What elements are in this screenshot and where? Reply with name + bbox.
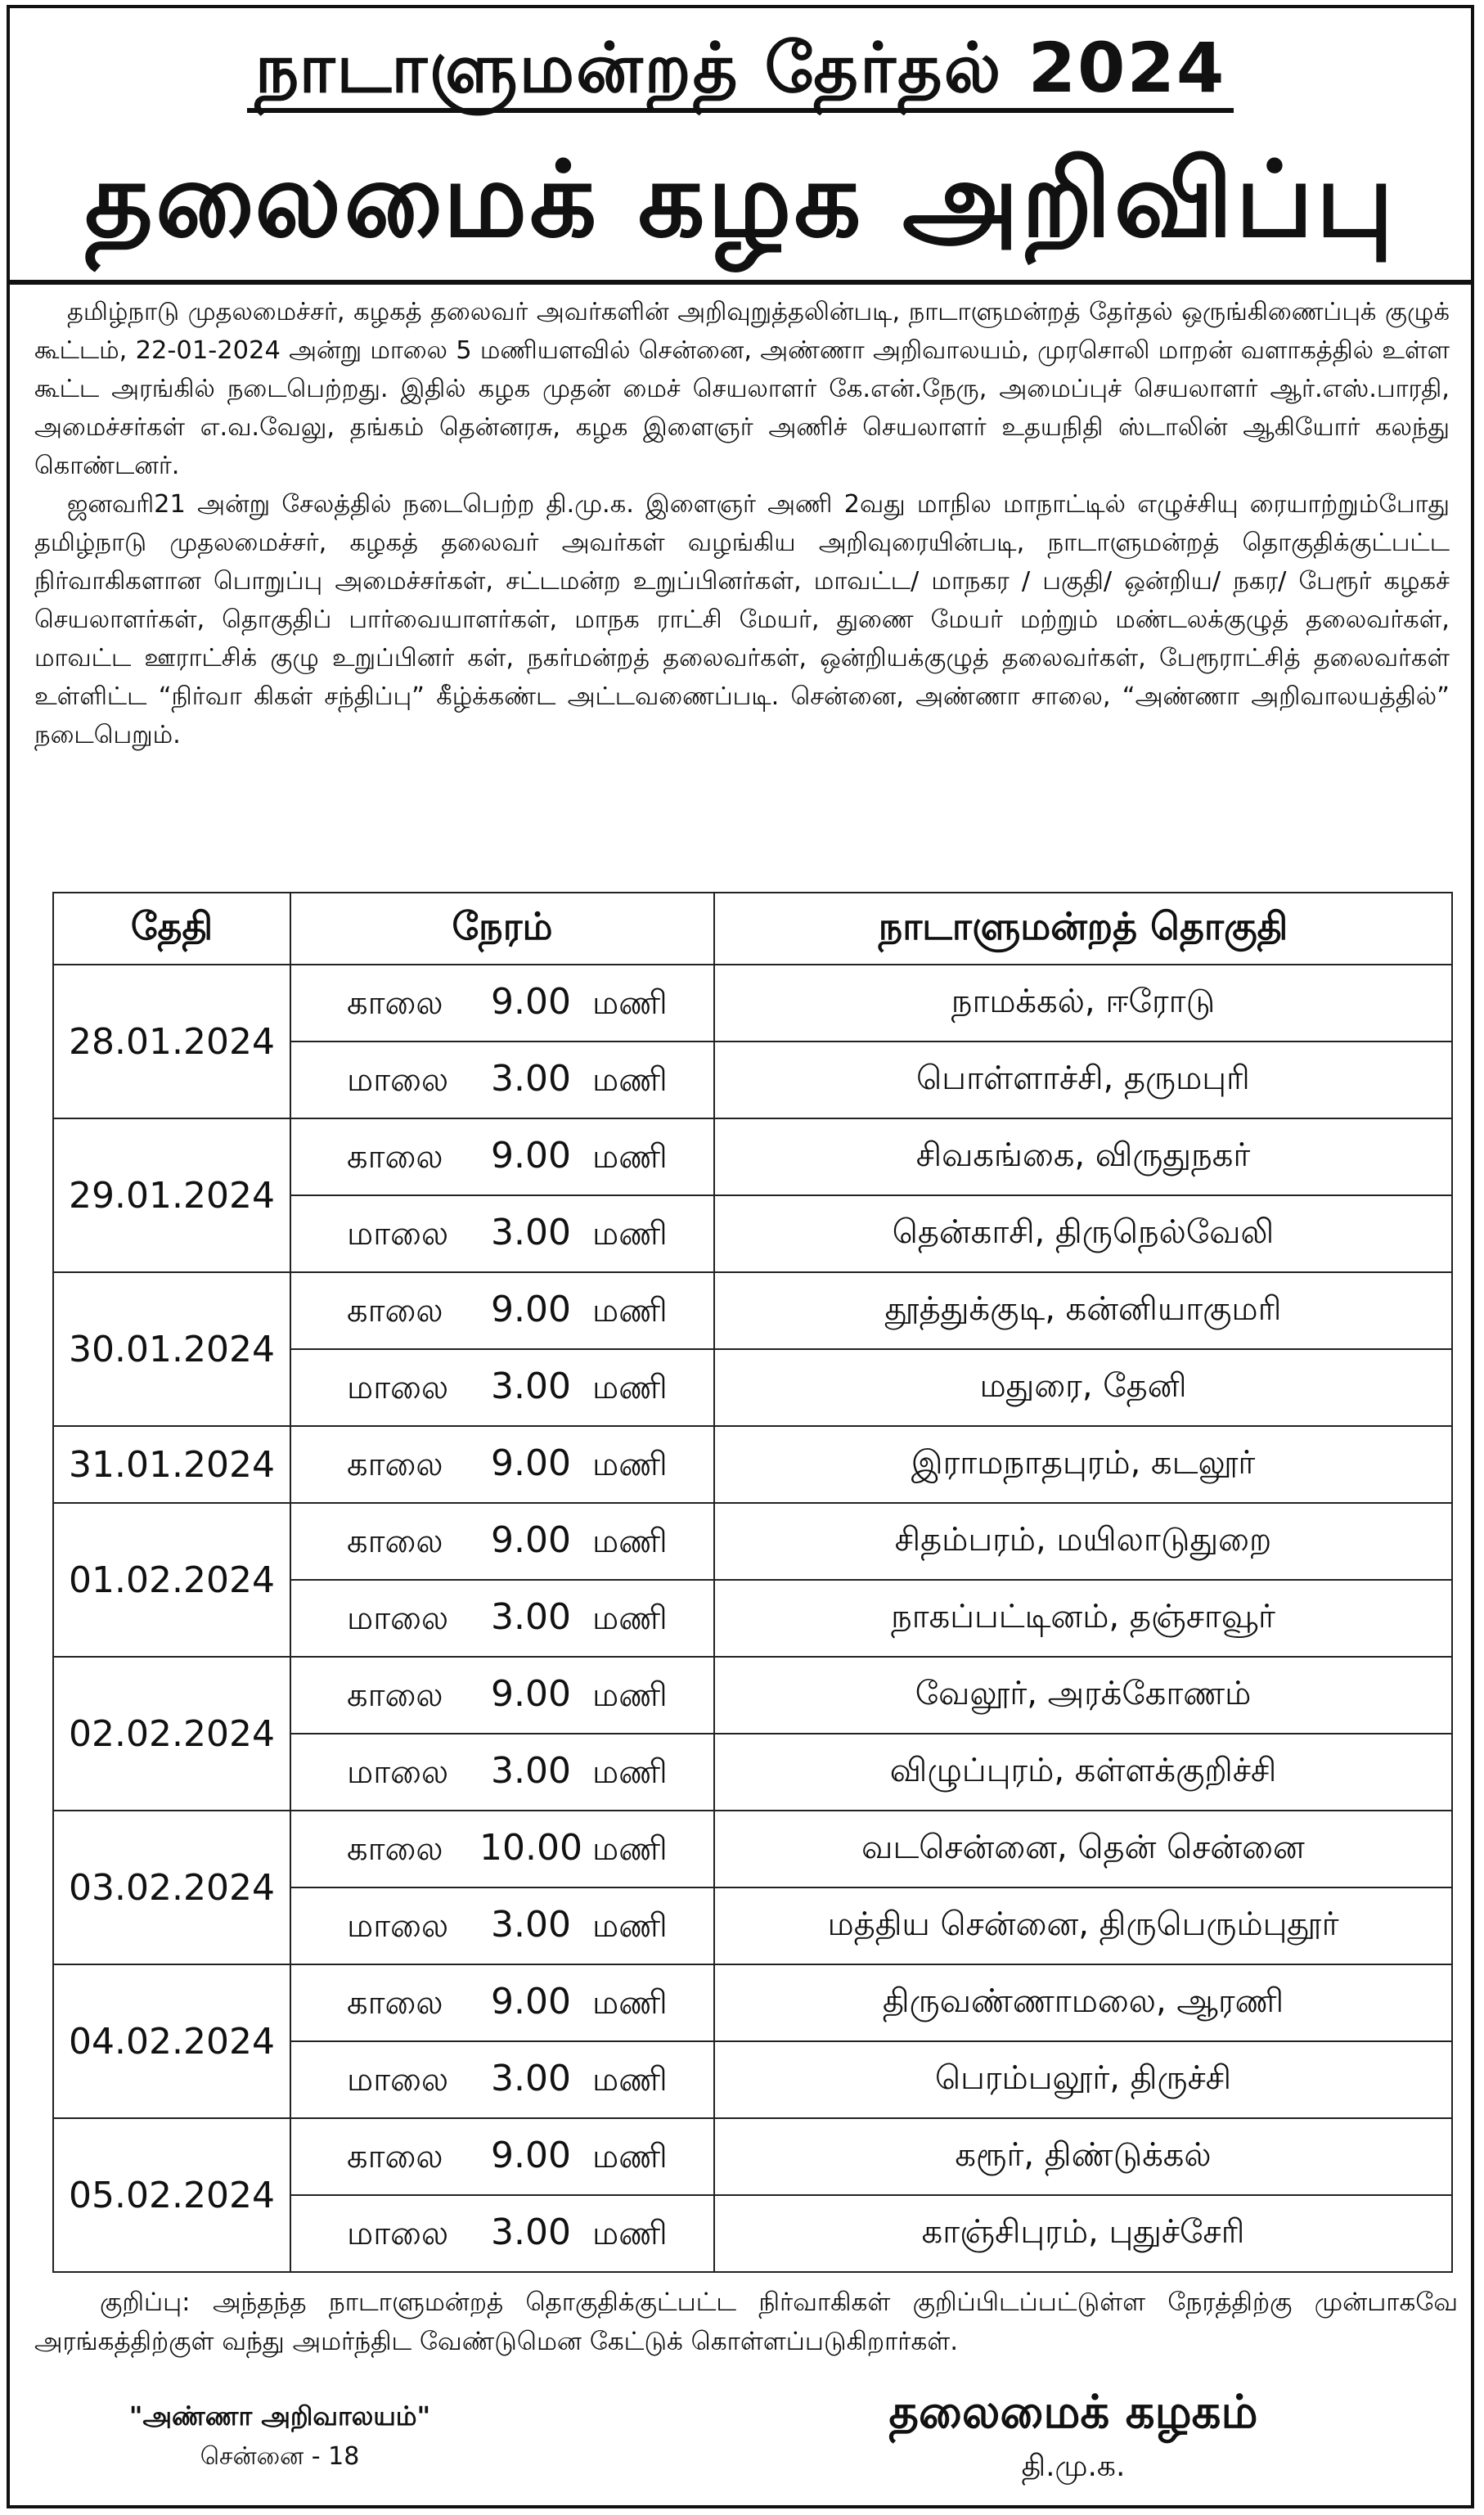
table-row — [53, 1503, 1452, 1580]
intro-text — [34, 293, 1450, 754]
row-time: மாலை 3.00 மணி — [290, 1580, 714, 1657]
row-time: மாலை 3.00 மணி — [290, 1349, 714, 1426]
row-time: மாலை 3.00 மணி — [290, 1887, 714, 1964]
row-constituency: நாமக்கல், ஈரோடு — [714, 965, 1452, 1042]
notice-frame — [7, 5, 1474, 2508]
row-constituency: வேலூர், அரக்கோணம் — [714, 1657, 1452, 1734]
row-time: காலை 9.00 மணி — [290, 2118, 714, 2195]
footer-signature — [812, 2381, 1335, 2489]
footer-party: தி.மு.க. — [1021, 2450, 1126, 2483]
row-time: காலை 10.00 மணி — [290, 1811, 714, 1887]
table-row — [53, 2118, 1452, 2195]
row-time: மாலை 3.00 மணி — [290, 1734, 714, 1811]
row-date: 05.02.2024 — [53, 2118, 290, 2272]
announcement-title: தலைமைக் கழக அறிவிப்பு — [84, 139, 1396, 261]
election-title: நாடாளுமன்றத் தேர்தல் 2024 — [10, 23, 1471, 113]
schedule-table — [52, 892, 1453, 2273]
row-time: மாலை 3.00 மணி — [290, 2195, 714, 2272]
header-constituency: நாடாளுமன்றத் தொகுதி — [714, 893, 1452, 965]
row-date: 02.02.2024 — [53, 1657, 290, 1811]
row-constituency: தூத்துக்குடி, கன்னியாகுமரி — [714, 1272, 1452, 1349]
row-date: 28.01.2024 — [53, 965, 290, 1118]
row-time: மாலை 3.00 மணி — [290, 2041, 714, 2118]
row-date: 04.02.2024 — [53, 1964, 290, 2118]
schedule-body — [53, 965, 1452, 2272]
row-constituency: காஞ்சிபுரம், புதுச்சேரி — [714, 2195, 1452, 2272]
row-time: காலை 9.00 மணி — [290, 1503, 714, 1580]
row-date: 29.01.2024 — [53, 1118, 290, 1272]
row-date: 01.02.2024 — [53, 1503, 290, 1657]
table-header-row — [53, 893, 1452, 965]
row-constituency: கரூர், திண்டுக்கல் — [714, 2118, 1452, 2195]
row-constituency: வடசென்னை, தென் சென்னை — [714, 1811, 1452, 1887]
row-constituency: நாகப்பட்டினம், தஞ்சாவூர் — [714, 1580, 1452, 1657]
row-constituency: சிதம்பரம், மயிலாடுதுறை — [714, 1503, 1452, 1580]
row-date: 03.02.2024 — [53, 1811, 290, 1964]
footer-city: சென்னை - 18 — [200, 2442, 360, 2471]
table-row — [53, 1118, 1452, 1195]
header-date: தேதி — [53, 893, 290, 965]
table-row — [53, 1657, 1452, 1734]
row-constituency: இராமநாதபுரம், கடலூர் — [714, 1426, 1452, 1503]
row-time: காலை 9.00 மணி — [290, 1964, 714, 2041]
table-row — [53, 1272, 1452, 1349]
row-date: 30.01.2024 — [53, 1272, 290, 1426]
row-constituency: திருவண்ணாமலை, ஆரணி — [714, 1964, 1452, 2041]
note-text: குறிப்பு: அந்தந்த நாடாளுமன்றத் தொகுதிக்குட்பட்ட நிர்வாகிகள் குறிப்பிடப்பட்டுள்ள நேரத்திற்கு முன்பாகவே அரங்கத்திற்குள் வந்து அமர்ந்திட வேண்டுமென கேட்டுக் கொள்ளப்படுகிறார்கள். — [34, 2288, 1458, 2356]
row-time: காலை 9.00 மணி — [290, 1118, 714, 1195]
row-constituency: தென்காசி, திருநெல்வேலி — [714, 1195, 1452, 1272]
row-time: காலை 9.00 மணி — [290, 1426, 714, 1503]
row-time: காலை 9.00 மணி — [290, 1272, 714, 1349]
row-constituency: மதுரை, தேனி — [714, 1349, 1452, 1426]
header-time: நேரம் — [290, 893, 714, 965]
footer-address — [100, 2396, 460, 2477]
footer-place: "அண்ணா அறிவாலயம்" — [128, 2400, 431, 2432]
table-row — [53, 1426, 1452, 1503]
row-constituency: விழுப்புரம், கள்ளக்குறிச்சி — [714, 1734, 1452, 1811]
table-row — [53, 1811, 1452, 1887]
row-constituency: பொள்ளாச்சி, தருமபுரி — [714, 1042, 1452, 1118]
row-time: காலை 9.00 மணி — [290, 1657, 714, 1734]
footer-headquarters: தலைமைக் கழகம் — [888, 2386, 1258, 2439]
row-constituency: பெரம்பலூர், திருச்சி — [714, 2041, 1452, 2118]
notice-header — [10, 8, 1471, 285]
intro-paragraph-2: ஜனவரி21 அன்று சேலத்தில் நடைபெற்ற தி.மு.க. இளைஞர் அணி 2வது மாநில மாநாட்டில் எழுச்சியு ரையாற்றும்போது தமிழ்நாடு முதலமைச்சர், கழகத் தலைவர் அவர்கள் வழங்கிய அறிவுரையின்படி, நாடாளுமன்றத் தொகுதிக்குட்பட்ட நிர்வாகிகளான பொறுப்பு அமைச்சர்கள், சட்டமன்ற உறுப்பினர்கள், மாவட்ட/ மாநகர / பகுதி/ ஒன்றிய/ நகர/ பேரூர் கழகச் செயலாளர்கள், தொகுதிப் பார்வையாளர்கள், மாநக ராட்சி மேயர், துணை மேயர் மற்றும் மண்டலக்குழுத் தலைவர்கள், மாவட்ட ஊராட்சிக் குழு உறுப்பினர் கள், நகர்மன்றத் தலைவர்கள், ஒன்றியக்குழுத் தலைவர்கள், பேரூராட்சித் தலைவர்கள் உள்ளிட்ட “நிர்வா கிகள் சந்திப்பு” கீழ்க்கண்ட அட்டவணைப்படி. சென்னை, அண்ணா சாலை, “அண்ணா அறிவாலயத்தில்” நடைபெறும். — [34, 490, 1450, 749]
row-constituency: மத்திய சென்னை, திருபெரும்புதூர் — [714, 1887, 1452, 1964]
row-time: காலை 9.00 மணி — [290, 965, 714, 1042]
row-time: மாலை 3.00 மணி — [290, 1195, 714, 1272]
row-time: மாலை 3.00 மணி — [290, 1042, 714, 1118]
intro-paragraph-1: தமிழ்நாடு முதலமைச்சர், கழகத் தலைவர் அவர்களின் அறிவுறுத்தலின்படி, நாடாளுமன்றத் தேர்தல் ஒருங்கிணைப்புக் குழுக் கூட்டம், 22-01-2024 அன்று மாலை 5 மணியளவில் சென்னை, அண்ணா அறிவாலயம், முரசொலி மாறன் வளாகத்தில் உள்ள கூட்ட அரங்கில் நடைபெற்றது. இதில் கழக முதன் மைச் செயலாளர் கே.என்.நேரு, அமைப்புச் செயலாளர் ஆர்.எஸ்.பாரதி, அமைச்சர்கள் எ.வ.வேலு, தங்கம் தென்னரசு, கழக இளைஞர் அணிச் செயலாளர் உதயநிதி ஸ்டாலின் ஆகியோர் கலந்து கொண்டனர். — [34, 298, 1450, 480]
row-constituency: சிவகங்கை, விருதுநகர் — [714, 1118, 1452, 1195]
row-date: 31.01.2024 — [53, 1426, 290, 1503]
table-row — [53, 965, 1452, 1042]
table-row — [53, 1964, 1452, 2041]
